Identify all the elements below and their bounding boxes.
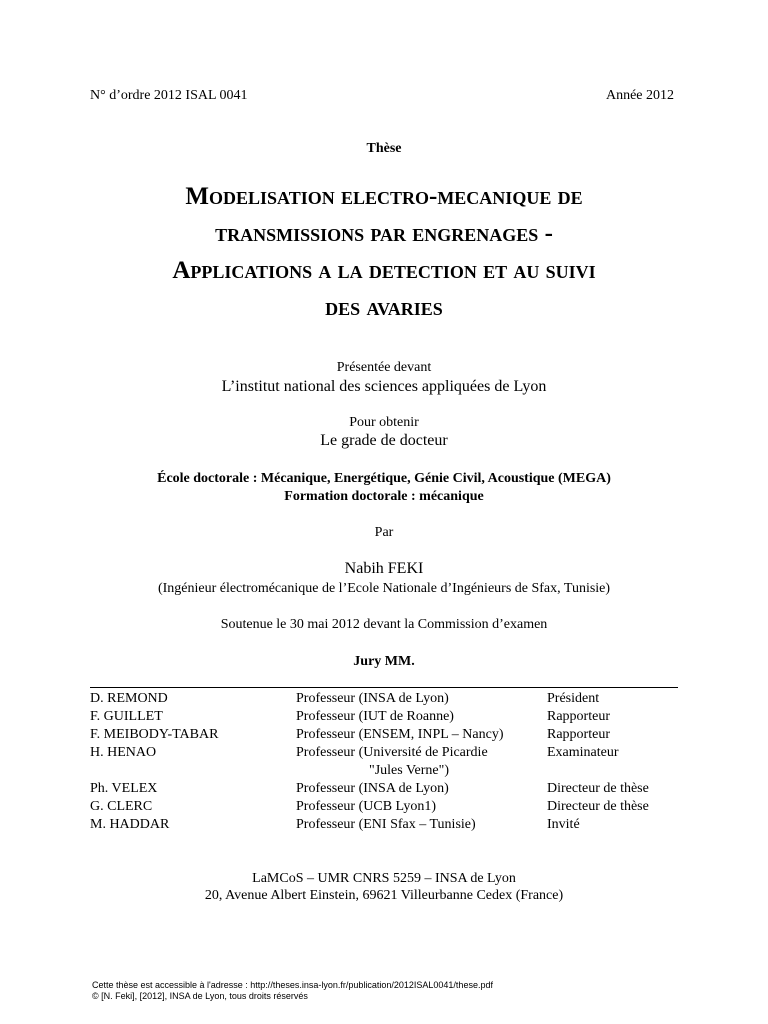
jury-row bbox=[90, 798, 678, 816]
jury-role: Invité bbox=[547, 817, 580, 832]
jury-title-line: "Jules Verne") bbox=[369, 763, 449, 778]
jury-row bbox=[90, 726, 678, 744]
title-line: Modelisation electro-mecanique de bbox=[185, 183, 583, 210]
jury-row bbox=[90, 708, 678, 726]
jury-title: Professeur (ENSEM, INPL – Nancy) bbox=[296, 727, 504, 742]
access-link[interactable]: Cette thèse est accessible à l'adresse : http://theses.insa-lyon.fr/publication/2012ISAL0041/these.pdf bbox=[92, 980, 493, 990]
institution: L’institut national des sciences appliquées de Lyon bbox=[221, 378, 547, 395]
jury-role: Rapporteur bbox=[547, 709, 610, 724]
jury-name: D. REMOND bbox=[90, 691, 168, 706]
doctoral-school: École doctorale : Mécanique, Energétique, Génie Civil, Acoustique (MEGA) bbox=[157, 471, 611, 486]
presented-label: Présentée devant bbox=[336, 360, 432, 375]
jury-title: Professeur (UCB Lyon1) bbox=[296, 799, 436, 814]
title-line: transmissions par engrenages - bbox=[215, 220, 553, 247]
doctoral-formation: Formation doctorale : mécanique bbox=[284, 489, 484, 504]
jury-row bbox=[90, 744, 678, 780]
jury-name: F. MEIBODY-TABAR bbox=[90, 727, 219, 742]
jury-name: M. HADDAR bbox=[90, 817, 170, 832]
jury-name: H. HENAO bbox=[90, 745, 157, 760]
jury-role: Directeur de thèse bbox=[547, 781, 649, 796]
lab-address: 20, Avenue Albert Einstein, 69621 Villeurbanne Cedex (France) bbox=[204, 888, 564, 903]
obtain-label: Pour obtenir bbox=[349, 415, 419, 430]
jury-role: Directeur de thèse bbox=[547, 799, 649, 814]
jury-title: Professeur (IUT de Roanne) bbox=[296, 709, 454, 724]
access-note bbox=[92, 980, 493, 991]
jury-name: Ph. VELEX bbox=[90, 781, 158, 796]
order-number: N° d’ordre 2012 ISAL 0041 bbox=[90, 88, 248, 103]
jury-title: Professeur (INSA de Lyon) bbox=[296, 691, 449, 706]
jury-title bbox=[296, 744, 536, 780]
title-line: Applications a la detection et au suivi bbox=[172, 257, 596, 284]
year: Année 2012 bbox=[605, 88, 674, 103]
document-type: Thèse bbox=[366, 141, 402, 156]
jury-row bbox=[90, 780, 678, 798]
jury-heading: Jury MM. bbox=[353, 654, 415, 669]
thesis-title bbox=[60, 178, 708, 326]
author-name: Nabih FEKI bbox=[344, 560, 424, 577]
jury-row bbox=[90, 690, 678, 708]
defense-statement: Soutenue le 30 mai 2012 devant la Commission d’examen bbox=[220, 617, 548, 632]
jury-role: Examinateur bbox=[547, 745, 619, 760]
jury-role: Rapporteur bbox=[547, 727, 610, 742]
jury-title: Professeur (INSA de Lyon) bbox=[296, 781, 449, 796]
by-label: Par bbox=[374, 525, 394, 540]
jury-name: G. CLERC bbox=[90, 799, 153, 814]
jury-title: Professeur (ENI Sfax – Tunisie) bbox=[296, 817, 476, 832]
copyright-note: © [N. Feki], [2012], INSA de Lyon, tous droits réservés bbox=[92, 991, 308, 1001]
jury-table bbox=[90, 687, 678, 834]
jury-title-line: Professeur (Université de Picardie bbox=[296, 745, 488, 760]
title-line: des avaries bbox=[325, 294, 443, 321]
jury-name: F. GUILLET bbox=[90, 709, 163, 724]
author-description: (Ingénieur électromécanique de l’Ecole Nationale d’Ingénieurs de Sfax, Tunisie) bbox=[157, 581, 611, 596]
jury-role: Président bbox=[547, 691, 600, 706]
degree: Le grade de docteur bbox=[320, 432, 448, 449]
jury-row bbox=[90, 816, 678, 834]
lab-name: LaMCoS – UMR CNRS 5259 – INSA de Lyon bbox=[252, 871, 516, 886]
